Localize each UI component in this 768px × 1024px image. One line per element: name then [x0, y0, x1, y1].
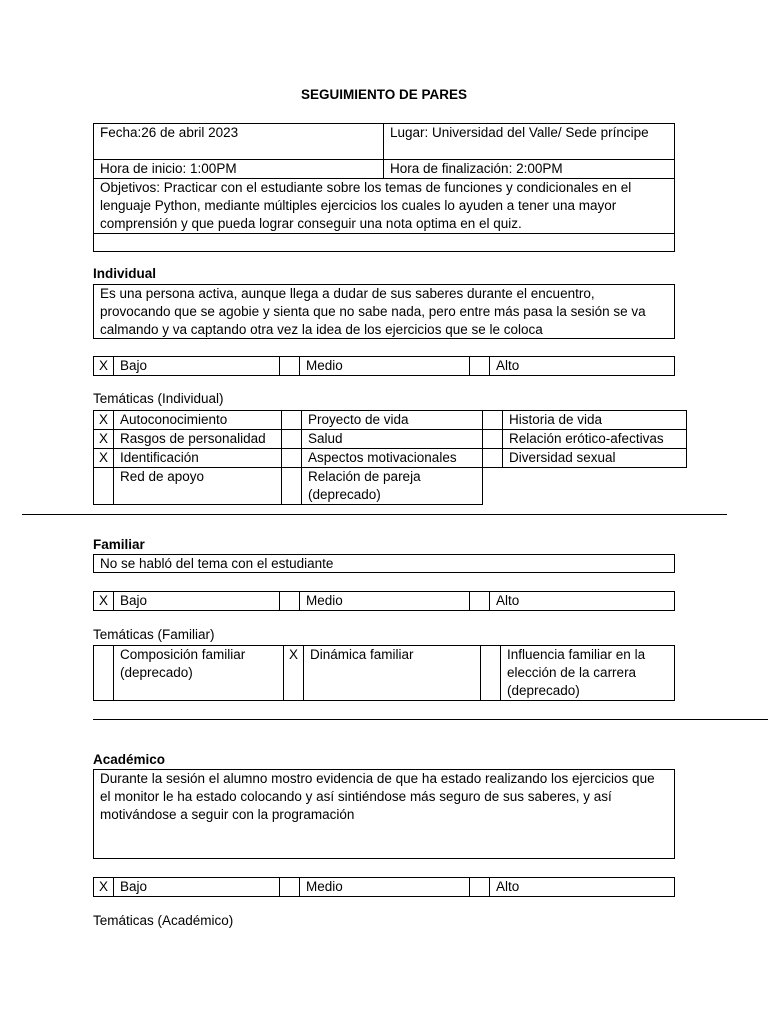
tematica-mark[interactable]: X [94, 449, 114, 468]
tematica-mark[interactable]: X [284, 646, 304, 701]
bajo-checkbox[interactable]: X [94, 357, 114, 376]
objetivos-cell: Objetivos: Practicar con el estudiante sobre los temas de funciones y condicionales en el lenguaje Python, mediante múltiples ejercicios los cuales lo ayuden a tener una mayor comprensión y que pueda lograr conseguir una nota optima en el quiz. [94, 179, 675, 234]
tematica-item: Relación erótico-afectivas [503, 430, 687, 449]
tematica-mark[interactable] [94, 468, 114, 505]
tematicas-familiar-table [93, 645, 675, 701]
lugar-cell: Lugar: Universidad del Valle/ Sede príncipe [384, 124, 675, 160]
familiar-heading: Familiar [93, 537, 145, 552]
tematica-mark[interactable] [282, 430, 302, 449]
familiar-level-table [93, 591, 675, 611]
bajo-checkbox[interactable]: X [94, 878, 114, 897]
bajo-label: Bajo [114, 592, 280, 611]
academico-level-table [93, 877, 675, 897]
tematica-mark[interactable] [483, 430, 503, 449]
alto-label: Alto [490, 592, 675, 611]
medio-checkbox[interactable] [280, 878, 300, 897]
individual-heading: Individual [93, 266, 157, 281]
alto-label: Alto [490, 357, 675, 376]
tematica-mark[interactable] [481, 646, 501, 701]
tematica-item: Rasgos de personalidad [114, 430, 282, 449]
tematica-item: Proyecto de vida [302, 411, 483, 430]
tematica-item: Aspectos motivacionales [302, 449, 483, 468]
tematica-item: Salud [302, 430, 483, 449]
tematica-item: Red de apoyo [114, 468, 282, 505]
tematica-item: Influencia familiar en la elección de la carrera (deprecado) [501, 646, 675, 701]
divider [93, 719, 768, 720]
medio-label: Medio [300, 592, 470, 611]
academico-text: Durante la sesión el alumno mostro evidencia de que ha estado realizando los ejercicios que el monitor le ha estado colocando y así sintiéndose más seguro de sus saberes, y así motivándose a seguir con la programación [93, 769, 675, 859]
bajo-checkbox[interactable]: X [94, 592, 114, 611]
tematica-mark[interactable]: X [94, 430, 114, 449]
medio-label: Medio [300, 357, 470, 376]
bajo-label: Bajo [114, 357, 280, 376]
empty-row [94, 234, 675, 252]
bajo-label: Bajo [114, 878, 280, 897]
medio-label: Medio [300, 878, 470, 897]
tematica-mark[interactable] [483, 411, 503, 430]
tematica-item: Historia de vida [503, 411, 687, 430]
tematica-mark[interactable]: X [94, 411, 114, 430]
tematica-mark[interactable] [282, 411, 302, 430]
individual-level-table [93, 356, 675, 376]
individual-text: Es una persona activa, aunque llega a dudar de sus saberes durante el encuentro, provocando que se agobie y sienta que no sabe nada, pero entre más pasa la sesión se va calmando y va captando otra vez la idea de los ejercicios que se le coloca [93, 284, 675, 339]
tematica-item: Composición familiar (deprecado) [114, 646, 284, 701]
hora-fin-cell: Hora de finalización: 2:00PM [384, 160, 675, 179]
academico-heading: Académico [93, 752, 166, 767]
tematica-mark[interactable] [94, 646, 114, 701]
alto-checkbox[interactable] [470, 357, 490, 376]
fecha-cell: Fecha:26 de abril 2023 [94, 124, 384, 160]
empty-cell [483, 468, 687, 505]
medio-checkbox[interactable] [280, 592, 300, 611]
tematica-item: Dinámica familiar [304, 646, 481, 701]
hora-inicio-cell: Hora de inicio: 1:00PM [94, 160, 384, 179]
familiar-text: No se habló del tema con el estudiante [93, 554, 675, 573]
tematica-item: Autoconocimiento [114, 411, 282, 430]
medio-checkbox[interactable] [280, 357, 300, 376]
tematicas-individual-label: Temáticas (Individual) [93, 391, 224, 406]
divider [22, 514, 727, 515]
alto-checkbox[interactable] [470, 592, 490, 611]
tematica-item: Relación de pareja (deprecado) [302, 468, 483, 505]
alto-checkbox[interactable] [470, 878, 490, 897]
tematica-item: Diversidad sexual [503, 449, 687, 468]
tematica-mark[interactable] [282, 449, 302, 468]
tematica-mark[interactable] [483, 449, 503, 468]
page-title: SEGUIMIENTO DE PARES [300, 87, 468, 102]
tematicas-individual-table [93, 410, 687, 505]
alto-label: Alto [490, 878, 675, 897]
header-table [93, 123, 675, 252]
tematica-mark[interactable] [282, 468, 302, 505]
tematica-item: Identificación [114, 449, 282, 468]
tematicas-academico-label: Temáticas (Académico) [93, 913, 234, 928]
tematicas-familiar-label: Temáticas (Familiar) [93, 627, 215, 642]
